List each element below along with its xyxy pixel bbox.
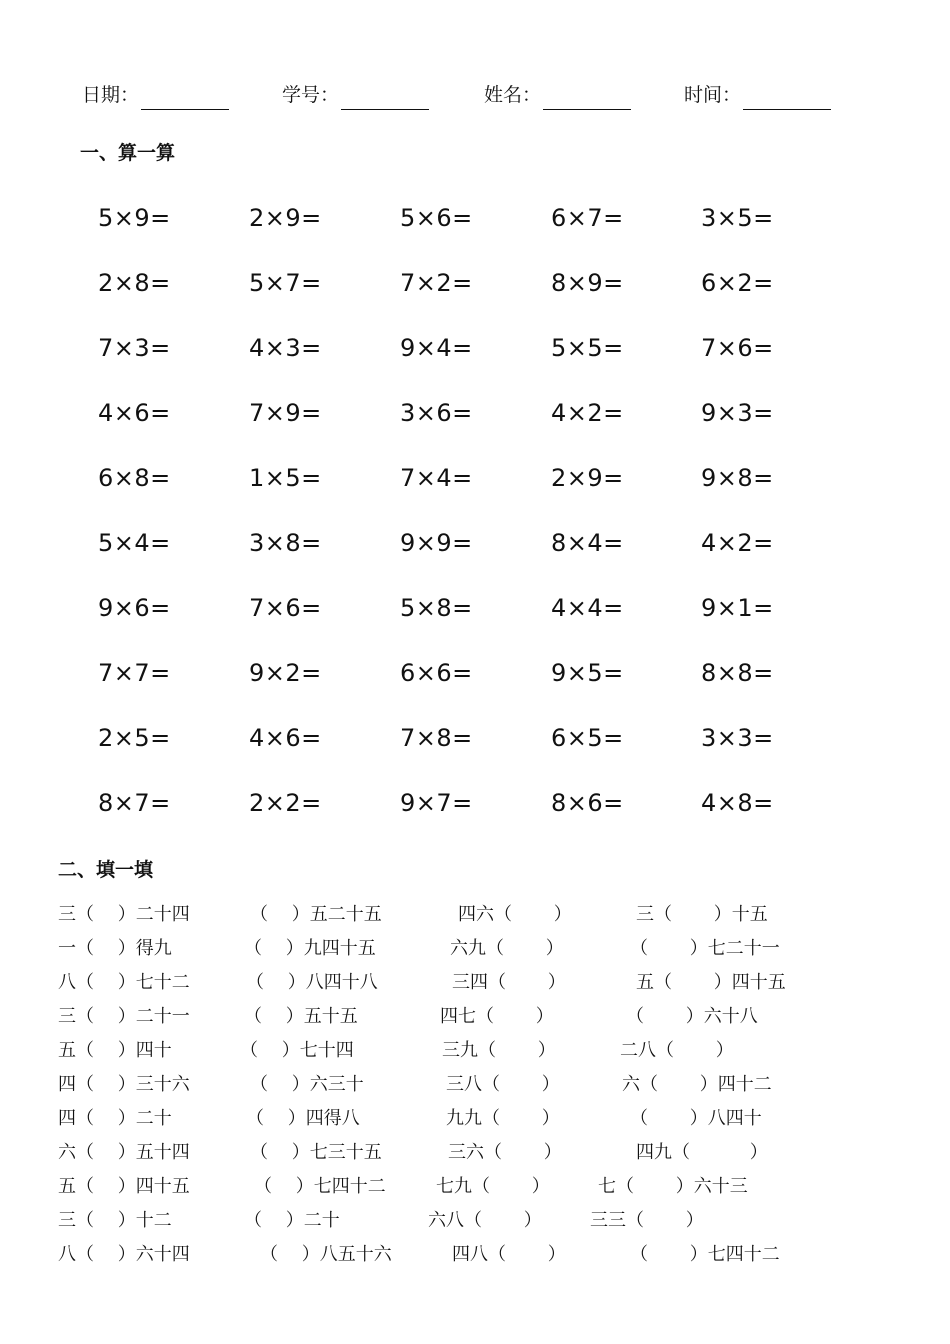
- fill-item: 六八（ ）: [428, 1210, 542, 1231]
- fill-item: 三（ ）十五: [636, 904, 768, 925]
- fill-item: （ ）五二十五: [250, 904, 382, 925]
- date-blank[interactable]: [141, 85, 229, 110]
- fill-item: 三（ ）二十四: [58, 904, 190, 925]
- mult-problem: 6×7=: [551, 204, 624, 232]
- fill-item: 三四（ ）: [452, 972, 566, 993]
- fill-item: 九九（ ）: [446, 1108, 560, 1129]
- date-label: 日期：: [82, 84, 140, 106]
- mult-problem: 1×5=: [249, 464, 322, 492]
- mult-problem: 2×5=: [98, 724, 171, 752]
- fill-item: （ ）六十八: [626, 1006, 758, 1027]
- mult-problem: 7×9=: [249, 399, 322, 427]
- mult-problem: 7×7=: [98, 659, 171, 687]
- section1-title: 一、算一算: [80, 142, 176, 164]
- mult-problem: 4×4=: [551, 594, 624, 622]
- fill-item: （ ）七四十二: [630, 1244, 780, 1265]
- mult-problem: 9×4=: [400, 334, 473, 362]
- mult-problem: 5×8=: [400, 594, 473, 622]
- fill-item: 四六（ ）: [458, 904, 572, 925]
- date-field: [82, 80, 229, 110]
- mult-row: [0, 328, 950, 368]
- fill-row: [0, 1206, 950, 1236]
- mult-problem: 8×4=: [551, 529, 624, 557]
- time-label: 时间：: [684, 84, 742, 106]
- fill-item: 七九（ ）: [436, 1176, 550, 1197]
- mult-problem: 9×5=: [551, 659, 624, 687]
- mult-problem: 5×4=: [98, 529, 171, 557]
- fill-row: [0, 1036, 950, 1066]
- mult-problem: 8×7=: [98, 789, 171, 817]
- mult-problem: 3×6=: [400, 399, 473, 427]
- fill-item: （ ）八四十: [630, 1108, 762, 1129]
- student-id-label: 学号：: [282, 84, 340, 106]
- fill-item: 三（ ）十二: [58, 1210, 172, 1231]
- mult-problem: 2×8=: [98, 269, 171, 297]
- mult-problem: 8×6=: [551, 789, 624, 817]
- mult-problem: 6×5=: [551, 724, 624, 752]
- fill-item: 五（ ）四十五: [636, 972, 786, 993]
- mult-problem: 2×2=: [249, 789, 322, 817]
- mult-problem: 3×8=: [249, 529, 322, 557]
- mult-row: [0, 783, 950, 823]
- mult-problem: 5×6=: [400, 204, 473, 232]
- mult-problem: 9×7=: [400, 789, 473, 817]
- fill-item: 四（ ）三十六: [58, 1074, 190, 1095]
- mult-row: [0, 523, 950, 563]
- fill-row: [0, 1138, 950, 1168]
- mult-row: [0, 718, 950, 758]
- fill-item: 三九（ ）: [442, 1040, 556, 1061]
- mult-problem: 6×2=: [701, 269, 774, 297]
- fill-row: [0, 1070, 950, 1100]
- header-row: [0, 80, 950, 110]
- fill-item: （ ）五十五: [244, 1006, 358, 1027]
- mult-problem: 5×7=: [249, 269, 322, 297]
- fill-item: 六（ ）五十四: [58, 1142, 190, 1163]
- fill-item: 四八（ ）: [452, 1244, 566, 1265]
- mult-problem: 4×2=: [701, 529, 774, 557]
- fill-item: 三三（ ）: [590, 1210, 704, 1231]
- mult-problem: 9×1=: [701, 594, 774, 622]
- mult-row: [0, 458, 950, 498]
- mult-problem: 7×2=: [400, 269, 473, 297]
- mult-problem: 4×6=: [249, 724, 322, 752]
- mult-problem: 5×5=: [551, 334, 624, 362]
- mult-problem: 9×8=: [701, 464, 774, 492]
- fill-item: 五（ ）四十: [58, 1040, 172, 1061]
- mult-problem: 4×8=: [701, 789, 774, 817]
- name-field: [484, 80, 631, 110]
- mult-problem: 9×6=: [98, 594, 171, 622]
- fill-row: [0, 934, 950, 964]
- fill-item: 四七（ ）: [440, 1006, 554, 1027]
- fill-row: [0, 968, 950, 998]
- fill-item: （ ）二十: [244, 1210, 340, 1231]
- mult-problem: 9×3=: [701, 399, 774, 427]
- fill-item: （ ）八四十八: [246, 972, 378, 993]
- fill-item: 四（ ）二十: [58, 1108, 172, 1129]
- fill-item: 四九（ ）: [636, 1142, 768, 1163]
- mult-problem: 2×9=: [249, 204, 322, 232]
- mult-problem: 7×6=: [249, 594, 322, 622]
- mult-problem: 3×5=: [701, 204, 774, 232]
- mult-problem: 8×8=: [701, 659, 774, 687]
- student-id-field: [282, 80, 429, 110]
- fill-item: 七（ ）六十三: [598, 1176, 748, 1197]
- time-blank[interactable]: [743, 85, 831, 110]
- fill-item: （ ）八五十六: [260, 1244, 392, 1265]
- fill-item: （ ）七十四: [240, 1040, 354, 1061]
- mult-row: [0, 263, 950, 303]
- student-id-blank[interactable]: [341, 85, 429, 110]
- mult-problem: 7×4=: [400, 464, 473, 492]
- mult-problem: 4×3=: [249, 334, 322, 362]
- fill-item: 一（ ）得九: [58, 938, 172, 959]
- mult-problem: 7×6=: [701, 334, 774, 362]
- name-label: 姓名：: [484, 84, 542, 106]
- fill-item: （ ）九四十五: [244, 938, 376, 959]
- fill-item: （ ）六三十: [250, 1074, 364, 1095]
- mult-row: [0, 653, 950, 693]
- fill-row: [0, 1002, 950, 1032]
- fill-row: [0, 1172, 950, 1202]
- mult-problem: 5×9=: [98, 204, 171, 232]
- fill-item: 三六（ ）: [448, 1142, 562, 1163]
- fill-item: （ ）七四十二: [254, 1176, 386, 1197]
- fill-item: 六九（ ）: [450, 938, 564, 959]
- mult-problem: 4×2=: [551, 399, 624, 427]
- fill-item: 六（ ）四十二: [622, 1074, 772, 1095]
- mult-problem: 6×8=: [98, 464, 171, 492]
- fill-item: 八（ ）七十二: [58, 972, 190, 993]
- fill-item: 三（ ）二十一: [58, 1006, 190, 1027]
- mult-row: [0, 198, 950, 238]
- mult-problem: 9×9=: [400, 529, 473, 557]
- mult-problem: 2×9=: [551, 464, 624, 492]
- fill-item: （ ）七二十一: [630, 938, 780, 959]
- mult-problem: 6×6=: [400, 659, 473, 687]
- fill-item: 二八（ ）: [620, 1040, 734, 1061]
- fill-item: （ ）七三十五: [250, 1142, 382, 1163]
- fill-row: [0, 900, 950, 930]
- fill-item: 八（ ）六十四: [58, 1244, 190, 1265]
- mult-row: [0, 393, 950, 433]
- mult-problem: 9×2=: [249, 659, 322, 687]
- mult-problem: 3×3=: [701, 724, 774, 752]
- mult-problem: 8×9=: [551, 269, 624, 297]
- fill-item: 三八（ ）: [446, 1074, 560, 1095]
- name-blank[interactable]: [543, 85, 631, 110]
- mult-problem: 4×6=: [98, 399, 171, 427]
- fill-row: [0, 1240, 950, 1270]
- mult-problem: 7×8=: [400, 724, 473, 752]
- mult-problem: 7×3=: [98, 334, 171, 362]
- fill-row: [0, 1104, 950, 1134]
- fill-item: （ ）四得八: [246, 1108, 360, 1129]
- time-field: [684, 80, 831, 110]
- fill-item: 五（ ）四十五: [58, 1176, 190, 1197]
- section2-title: 二、填一填: [58, 859, 154, 881]
- mult-row: [0, 588, 950, 628]
